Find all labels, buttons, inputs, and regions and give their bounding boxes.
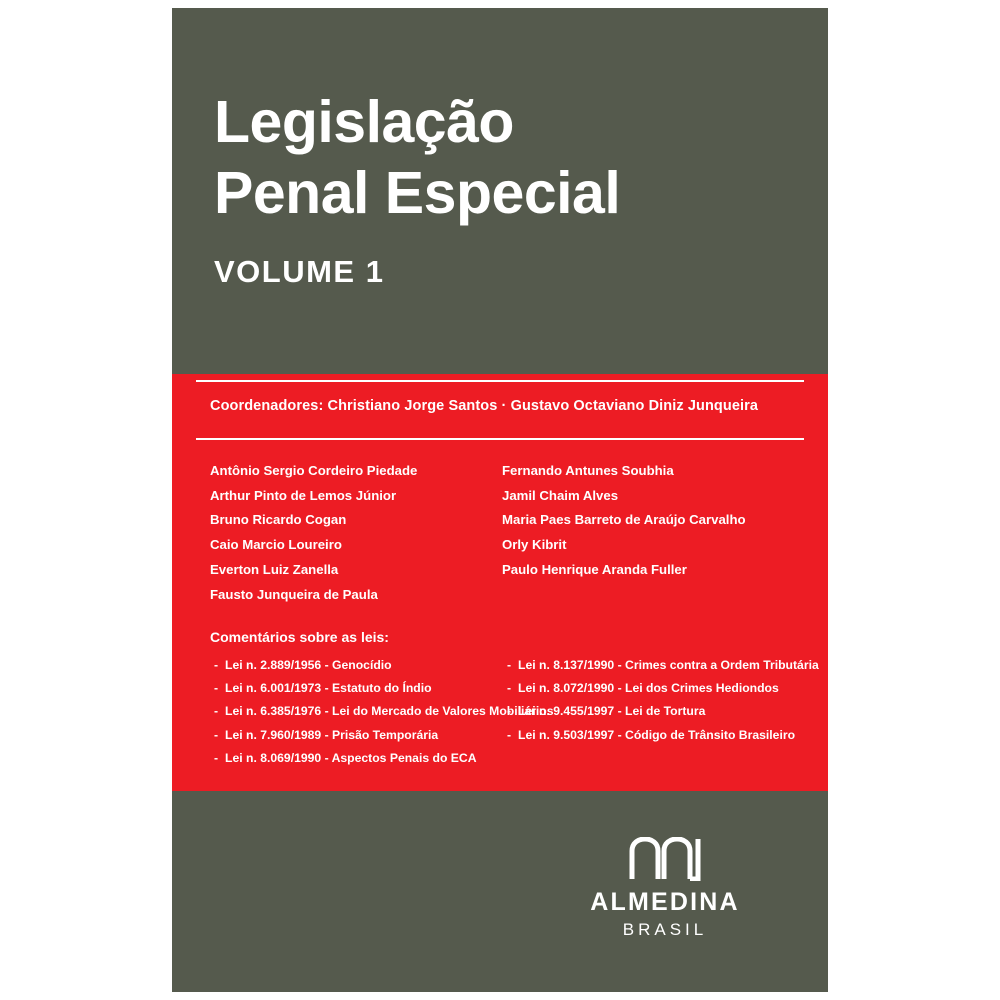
title-area [172, 8, 828, 290]
author-name: Orly Kibrit [502, 537, 567, 553]
law-item: - Lei n. 6.001/1973 - Estatuto do Índio [214, 682, 554, 694]
publisher-name: ALMEDINA [590, 887, 740, 916]
author-name: Antônio Sergio Cordeiro Piedade [210, 463, 418, 478]
law-item: - Lei n. 2.889/1956 - Genocídio [214, 659, 554, 671]
book-title-line-1: Legislação [214, 89, 514, 155]
divider-bottom [196, 438, 804, 440]
law-item: - Lei n. 8.072/1990 - Lei dos Crimes Hediondos [507, 682, 819, 694]
red-band [172, 374, 828, 791]
laws-block [172, 659, 828, 779]
law-item: - Lei n. 6.385/1976 - Lei do Mercado de Valores Mobiliários [214, 705, 554, 717]
author-name: Fernando Antunes Soubhia [502, 463, 674, 478]
law-item: - Lei n. 7.960/1989 - Prisão Temporária [214, 729, 554, 741]
divider-top [196, 380, 804, 382]
law-item: - Lei n. 9.455/1997 - Lei de Tortura [507, 705, 819, 717]
law-item: - Lei n. 8.137/1990 - Crimes contra a Ordem Tributária [507, 659, 819, 671]
author-name: Jamil Chaim Alves [502, 487, 619, 503]
authors-block [172, 464, 828, 614]
almedina-monogram-icon [628, 837, 702, 881]
book-cover [172, 8, 828, 992]
law-item: - Lei n. 8.069/1990 - Aspectos Penais do ECA [214, 752, 554, 764]
coordinators-row [172, 374, 828, 439]
author-name: Paulo Henrique Aranda Fuller [502, 561, 687, 577]
author-name: Bruno Ricardo Cogan [210, 512, 347, 528]
book-title-line-2: Penal Especial [214, 159, 621, 226]
publisher-logo [550, 837, 780, 941]
publisher-sub: BRASIL [622, 920, 708, 939]
laws-heading: Comentários sobre as leis: [210, 629, 389, 645]
laws-column-right [507, 659, 819, 752]
laws-column-left [214, 659, 554, 775]
law-item: - Lei n. 9.503/1997 - Código de Trânsito Brasileiro [507, 729, 819, 741]
volume-label: VOLUME 1 [214, 253, 385, 289]
author-name: Caio Marcio Loureiro [210, 537, 342, 553]
coordinators-text: Coordenadores: Christiano Jorge Santos · Gustavo Octaviano Diniz Junqueira [210, 398, 759, 414]
author-name: Arthur Pinto de Lemos Júnior [210, 487, 397, 503]
authors-column-left [210, 464, 417, 612]
author-name: Everton Luiz Zanella [210, 561, 339, 577]
author-name: Maria Paes Barreto de Araújo Carvalho [502, 512, 746, 528]
authors-column-right [502, 464, 746, 588]
author-name: Fausto Junqueira de Paula [210, 586, 378, 602]
